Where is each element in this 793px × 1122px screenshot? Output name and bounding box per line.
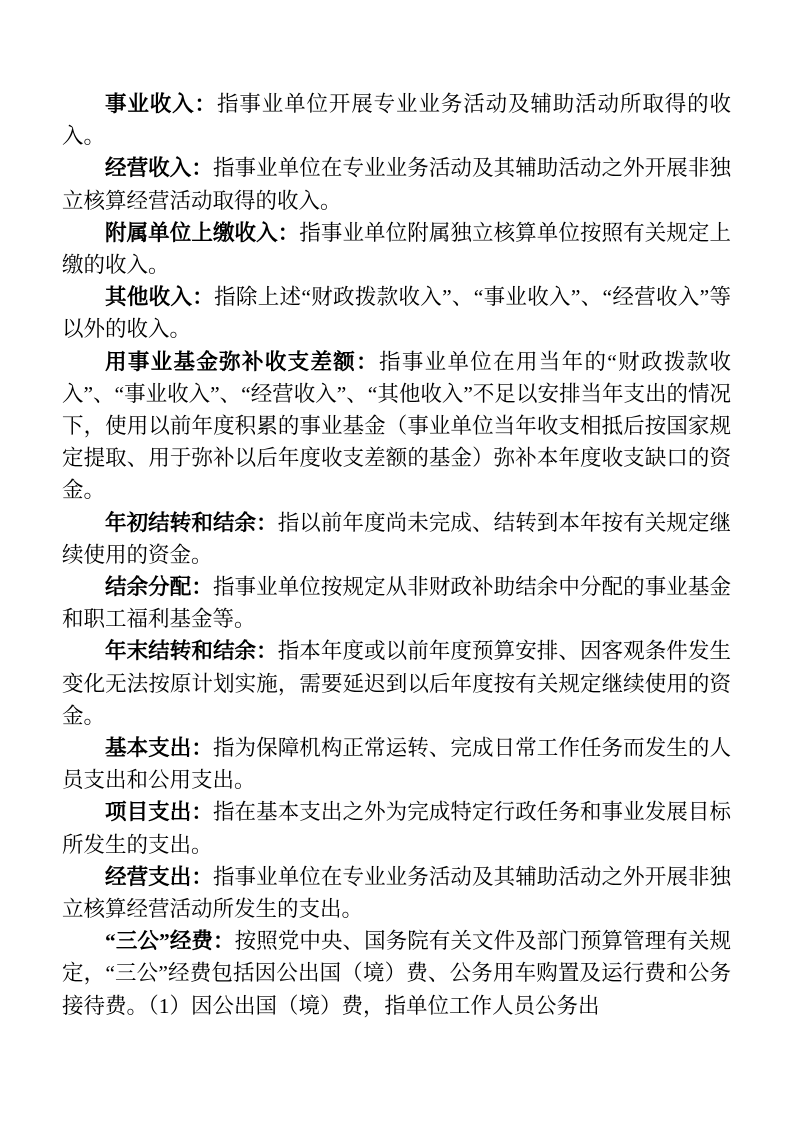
definition-paragraph-xiangmu-zhichu	[62, 796, 731, 860]
definition-paragraph-qita-shouru	[62, 281, 731, 345]
term-label: 项目支出：	[105, 800, 213, 825]
term-label: 结余分配：	[105, 575, 213, 600]
definition-paragraph-shiye-jijin-mibu	[62, 346, 731, 507]
definition-paragraph-jieyu-fenpei	[62, 571, 731, 635]
definition-paragraph-sangong-jingfei	[62, 925, 731, 1022]
term-label: 其他收入：	[105, 285, 215, 310]
term-definition: 指为保障机构正常运转、完成日常工作任务而发生的人员支出和公用支出。	[62, 736, 731, 793]
term-definition: 按照党中央、国务院有关文件及部门预算管理有关规定，“三公”经费包括因公出国（境）费、公务用车购置及运行费和公务接待费。（1）因公出国（境）费，指单位工作人员公务出	[62, 929, 731, 1018]
definition-paragraph-fushu-danwei-shangjiao-shouru	[62, 217, 731, 281]
term-label: “三公”经费：	[105, 929, 235, 954]
term-label: 附属单位上缴收入：	[105, 220, 300, 245]
term-label: 年末结转和结余：	[105, 639, 278, 664]
definition-paragraph-nianchu-jiezhuan-jieyu	[62, 507, 731, 571]
term-definition: 指事业单位附属独立核算单位按照有关规定上缴的收入。	[62, 220, 731, 278]
term-definition: 指以前年度尚未完成、结转到本年按有关规定继续使用的资金。	[62, 510, 731, 567]
term-definition: 指事业单位在专业业务活动及其辅助活动之外开展非独立核算经营活动取得的收入。	[62, 156, 731, 213]
term-definition: 指事业单位按规定从非财政补助结余中分配的事业基金和职工福利基金等。	[62, 575, 731, 632]
definition-paragraph-jingying-zhichu	[62, 861, 731, 925]
definition-paragraph-nianmo-jiezhuan-jieyu	[62, 635, 731, 732]
term-label: 基本支出：	[105, 736, 213, 761]
term-label: 经营支出：	[105, 864, 213, 889]
term-definition: 指事业单位在专业业务活动及其辅助活动之外开展非独立核算经营活动所发生的支出。	[62, 864, 731, 922]
term-label: 用事业基金弥补收支差额：	[105, 349, 379, 374]
term-label: 年初结转和结余：	[105, 510, 278, 535]
definition-paragraph-jiben-zhichu	[62, 732, 731, 796]
definitions-text-block	[62, 88, 731, 1022]
term-definition: 指事业单位在用当年的“财政拨款收入”、“事业收入”、“经营收入”、“其他收入”不足以安排当年支出的情况下，使用以前年度积累的事业基金（事业单位当年收支相抵后按国家规定提取、用于弥补以后年度收支差额的基金）弥补本年度收支缺口的资金。	[62, 349, 731, 503]
term-label: 经营收入：	[105, 156, 213, 181]
term-definition: 指在基本支出之外为完成特定行政任务和事业发展目标所发生的支出。	[62, 800, 731, 857]
term-label: 事业收入：	[105, 92, 217, 116]
term-definition: 指除上述“财政拨款收入”、“事业收入”、“经营收入”等以外的收入。	[62, 285, 731, 342]
term-definition: 指事业单位开展专业业务活动及辅助活动所取得的收入。	[62, 92, 731, 149]
definition-paragraph-shiye-shouru	[62, 88, 731, 152]
definition-paragraph-jingying-shouru	[62, 152, 731, 216]
term-definition: 指本年度或以前年度预算安排、因客观条件发生变化无法按原计划实施，需要延迟到以后年度按有关规定继续使用的资金。	[62, 639, 731, 728]
